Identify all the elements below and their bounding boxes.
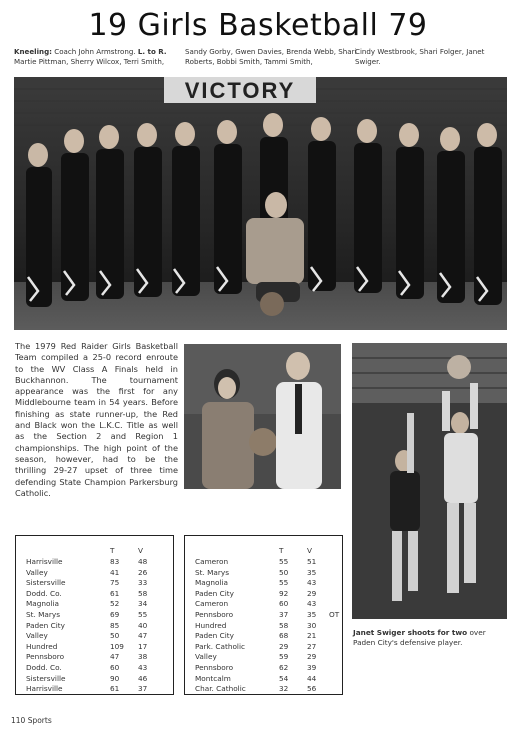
- basketball-icon: [249, 428, 277, 456]
- opponent-score: 48: [138, 557, 148, 566]
- team-score: T: [110, 546, 115, 555]
- player-figure: [61, 129, 89, 301]
- opponent-score: 33: [138, 578, 148, 588]
- caption-bold: Janet Swiger shoots for two: [353, 628, 468, 637]
- team-score: T: [279, 546, 284, 555]
- coaches-photo-illustration: [184, 344, 341, 489]
- opponent-name: Valley: [195, 652, 217, 662]
- team-caption-col1: [14, 47, 186, 67]
- opponent-name: Montcalm: [195, 673, 231, 683]
- opponent-name: Park. Catholic: [195, 641, 245, 651]
- opponent-score: 35: [307, 567, 317, 577]
- team-score: 37: [279, 610, 289, 619]
- opponent-name: Hundred: [195, 620, 227, 630]
- opponent-name: Pennsboro: [26, 652, 65, 662]
- team-score: 61: [110, 684, 120, 694]
- team-score: 62: [279, 663, 289, 672]
- opponent-score: V: [138, 546, 143, 555]
- overtime-note: OT: [329, 610, 340, 619]
- opponent-score: 27: [307, 641, 317, 651]
- opponent-name: Magnolia: [26, 599, 60, 609]
- opponent-name: Paden City: [195, 631, 234, 641]
- team-score: 92: [279, 588, 289, 598]
- team-score: 50: [279, 567, 289, 577]
- basketball-icon: [447, 355, 471, 379]
- action-photo: [352, 343, 507, 619]
- team-score: 90: [110, 673, 120, 683]
- team-score: 83: [110, 557, 120, 566]
- opponent-name: Pennsboro: [195, 610, 234, 619]
- team-score: 55: [279, 557, 289, 566]
- opponent-score: 47: [138, 631, 148, 641]
- opponent-score: 26: [138, 567, 148, 577]
- opponent-name: Hundred: [26, 641, 58, 651]
- opponent-name: Sistersville: [26, 673, 66, 683]
- caption-ltor-label: L. to R.: [137, 47, 167, 56]
- team-score: 58: [279, 620, 289, 630]
- action-photo-illustration: [352, 343, 507, 619]
- team-score: 29: [279, 641, 289, 651]
- opponent-name: St. Marys: [26, 610, 61, 619]
- opponent-name: Harrisville: [26, 684, 63, 694]
- scores-table-right: [184, 535, 343, 695]
- opponent-score: 21: [307, 631, 317, 641]
- basketball-icon: [260, 292, 284, 316]
- opponent-name: Valley: [26, 631, 48, 641]
- team-score: 109: [110, 641, 124, 651]
- opponent-score: 56: [307, 684, 317, 694]
- caption-coach: Coach John Armstrong.: [52, 47, 138, 56]
- team-score: 60: [279, 599, 289, 609]
- opponent-name: St. Marys: [195, 567, 230, 577]
- team-score: 47: [110, 652, 120, 662]
- team-score: 54: [279, 673, 289, 683]
- team-score: 85: [110, 620, 120, 630]
- opponent-name: Paden City: [26, 620, 65, 630]
- opponent-score: 51: [307, 557, 317, 566]
- opponent-name: Harrisville: [26, 557, 63, 566]
- team-score: 55: [279, 578, 289, 588]
- page-title: 19 Girls Basketball 79: [88, 8, 428, 43]
- opponent-name: Char. Catholic: [195, 684, 246, 694]
- opponent-name: Magnolia: [195, 578, 229, 588]
- opponent-score: V: [307, 546, 312, 555]
- opponent-score: 40: [138, 620, 148, 630]
- player-figure: [308, 117, 336, 291]
- team-score: 60: [110, 663, 120, 672]
- opponent-name: Pennsboro: [195, 663, 234, 672]
- team-score: 50: [110, 631, 120, 641]
- opponent-name: Dodd. Co.: [26, 588, 62, 598]
- opponent-name: Cameron: [195, 599, 229, 609]
- team-photo-illustration: [14, 77, 507, 330]
- opponent-score: 55: [138, 610, 148, 619]
- opponent-name: Paden City: [195, 588, 234, 598]
- player-figure: [172, 122, 200, 296]
- team-photo: [14, 77, 507, 330]
- opponent-score: 38: [138, 652, 148, 662]
- team-caption-col3: Cindy Westbrook, Shari Folger, Janet Swiger.: [355, 47, 485, 66]
- team-score: 52: [110, 599, 120, 609]
- team-score: 68: [279, 631, 289, 641]
- opponent-name: Dodd. Co.: [26, 663, 62, 672]
- team-score: 59: [279, 652, 289, 662]
- caption-rest: over Paden City's defensive player.: [353, 628, 486, 647]
- player-figure: [26, 143, 52, 307]
- opponent-score: 43: [307, 599, 317, 609]
- caption-kneeling-label: Kneeling:: [14, 47, 52, 56]
- team-caption-col2: Sandy Gorby, Gwen Davies, Brenda Webb, Shari Roberts, Bobbi Smith, Tammi Smith,: [185, 47, 357, 66]
- opponent-score: 44: [307, 673, 317, 683]
- action-photo-caption: [353, 628, 508, 648]
- opponent-score: 43: [138, 663, 148, 672]
- opponent-name: Sistersville: [26, 578, 66, 588]
- opponent-score: 39: [307, 663, 317, 672]
- scores-table-left: [15, 535, 174, 695]
- article-text: The 1979 Red Raider Girls Basketball Team compiled a 25-0 record enroute to the WV Class A Finals held in Buckhannon. The tournament appearance was the first for any Middlebourne team in 54 years. Before finishing as state runner-up, the Red and Black won the L.K.C. Title as well as the Section 2 and Region 1 championships. The high point of the season, however, had to be the thrilling 29-27 upset of three time defending State Champion Parkersburg Catholic.: [15, 341, 178, 498]
- opponent-score: 46: [138, 673, 148, 683]
- opponent-score: 37: [138, 684, 148, 694]
- team-score: 32: [279, 684, 289, 694]
- team-score: 61: [110, 588, 120, 598]
- victory-banner-text: VICTORY: [184, 78, 296, 103]
- opponent-score: 29: [307, 588, 317, 598]
- opponent-score: 35: [307, 610, 317, 619]
- team-score: 41: [110, 567, 120, 577]
- team-score: 69: [110, 610, 120, 619]
- page-footer: 110 Sports: [11, 716, 52, 725]
- team-score: 75: [110, 578, 120, 588]
- opponent-score: 17: [138, 641, 148, 651]
- opponent-score: 34: [138, 599, 148, 609]
- opponent-name: Valley: [26, 567, 48, 577]
- coaches-photo: [184, 344, 341, 489]
- opponent-score: 30: [307, 620, 317, 630]
- opponent-score: 29: [307, 652, 317, 662]
- caption-names-1: Martie Pittman, Sherry Wilcox, Terri Smith,: [14, 57, 165, 66]
- opponent-score: 43: [307, 578, 317, 588]
- opponent-name: Cameron: [195, 557, 229, 566]
- opponent-score: 58: [138, 588, 148, 598]
